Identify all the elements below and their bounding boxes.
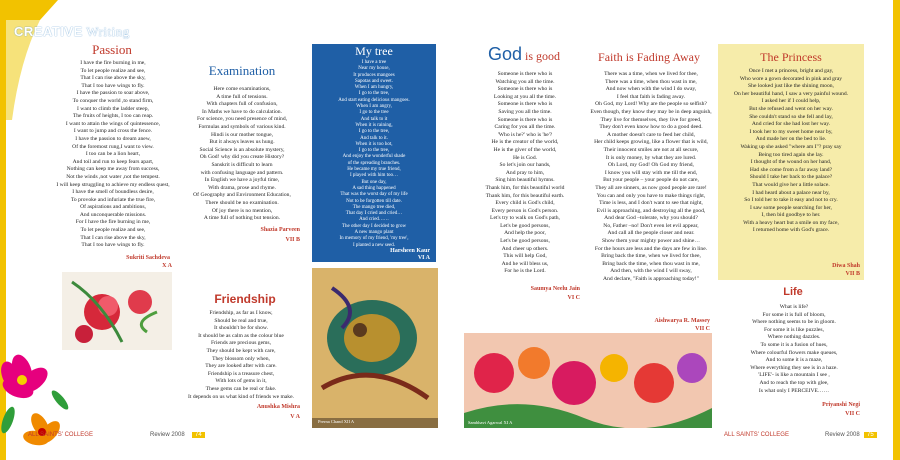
godisgood-line: Saving you all the time. <box>498 108 552 115</box>
passion-line: I have the passion to dream anew, <box>75 135 151 142</box>
princess-title: The Princess <box>760 50 822 64</box>
passion-line: And unconquerable missions. <box>79 211 147 218</box>
god-is-good-title <box>456 44 592 65</box>
faith-line: Oh Lord, my God! Oh God my friend, <box>608 162 694 169</box>
faith-line: Show them your mighty power and shine… <box>602 238 700 245</box>
godisgood-line: For he is the Lord. <box>504 268 546 275</box>
faith-line: I feel that faith is fading away. <box>616 93 686 100</box>
mytree-line: I go to the tree, <box>358 129 390 135</box>
life-line: What is life? <box>779 304 809 310</box>
princess-line: She looked just like the shining moon, <box>748 83 834 90</box>
godisgood-line: Let's try to walk on God's path, <box>490 215 560 222</box>
mytree-line: But one day, <box>361 179 387 185</box>
life-line: Is what only I PERCEIVE…… <box>758 387 830 394</box>
godisgood-line: Someone is there who is <box>497 71 553 77</box>
faith-line: They live for themselves, they live for greed, <box>600 116 702 123</box>
examination-class: VII B <box>285 237 300 243</box>
passion-line: That I can rise above the sky, <box>80 75 146 82</box>
examination-line: In English we have a joyful time, <box>204 177 280 184</box>
passion-class: X A <box>162 263 172 269</box>
godisgood-line: And help the poor, <box>504 230 546 237</box>
examination-line: Here come examinations, <box>213 86 271 92</box>
mytree-line: When I am angry, <box>356 104 392 110</box>
godisgood-line: Caring for you all the time. <box>494 124 556 131</box>
painting-peacock <box>312 268 438 428</box>
friendship-poem <box>176 310 306 401</box>
life-line: For some it is like puzzles, <box>764 326 824 333</box>
mytree-line: I played with him too… <box>349 173 399 179</box>
footer-left-school: ALL SAINTS' COLLEGE <box>28 432 93 438</box>
god-is-good-author: Saumya Neelu Jain <box>530 286 580 292</box>
friendship-title: Friendship <box>214 292 276 306</box>
passion-line: To let people realize and see, <box>80 67 146 74</box>
passion-line: I want to climb the ladder steep, <box>77 105 149 112</box>
examination-line: A time full of nothing but tension. <box>203 215 281 222</box>
godisgood-line: This will help God, <box>503 253 547 260</box>
examination-line: With drama, prose and rhyme. <box>208 184 276 191</box>
friendship-line: They should be kept with care, <box>206 347 276 354</box>
examination-line: Of Geography and Environment Education, <box>193 192 291 199</box>
princess-line: With a heavy heart but a smile on my face, <box>743 219 839 226</box>
passion-line: For I have the fire burning in me, <box>75 219 151 226</box>
godisgood-line: So let's join our hands, <box>499 162 551 169</box>
princess-line: I returned home with God's grace. <box>752 227 830 234</box>
examination-line: Formulas and symbols of various kind. <box>198 123 286 130</box>
mytree-line: That day I cried and cried… <box>345 211 403 217</box>
faith-line: And now when with the wind I do sway, <box>605 86 697 93</box>
princess-line: Had she come from a far away land? <box>749 166 833 173</box>
examination-title: Examination <box>208 63 276 78</box>
faith-line: Her child keeps growing, like a flower that is wild, <box>594 139 708 146</box>
passion-line: To let people realize and see, <box>80 227 146 234</box>
mytree-line: In memory of my friend, 'my tree', <box>339 236 409 242</box>
my-tree-poem <box>312 60 436 249</box>
friendship-line: It should be as calm as the colour blue <box>198 332 284 339</box>
friendship-line: Friendship, as far as I know, <box>209 310 273 316</box>
mytree-line: I go to the tree, <box>358 148 390 154</box>
footer-right-school: ALL SAINTS' COLLEGE <box>724 432 789 438</box>
passion-line: And toil and run to keep fears apart, <box>72 158 154 165</box>
friendship-class: V A <box>290 414 300 420</box>
faith-line: Their innocent smiles are not at all secure, <box>603 146 699 153</box>
passion-line: The fruits of heights, I too can reap. <box>72 113 154 120</box>
faith-line: Evil is approaching, and destroying all the good, <box>596 207 706 214</box>
mytree-line: A new mango plant <box>354 230 394 236</box>
passion-line: I want to attain the wings of quintessence, <box>65 120 161 127</box>
godisgood-line: Watching you all the time. <box>495 78 555 85</box>
faith-line: Oh God, my Lord! Why are the people so selfish? <box>595 101 707 108</box>
faith-line: There was a time, when thou wast in me, <box>605 78 697 85</box>
princess-line: I had heard about a palace near by, <box>752 189 830 196</box>
life-class: VII C <box>845 411 860 417</box>
faith-line: It is only money, by what they are lured. <box>605 154 697 161</box>
examination-line: But it always leaves us hung. <box>209 139 275 146</box>
mytree-line: Sapotas and sweet. <box>355 78 393 84</box>
faith-line: Bring back the time, when we lived for thee, <box>601 253 701 260</box>
godisgood-line: Thank him, for this beautiful world <box>485 184 565 191</box>
faith-author: Aishwarya R. Massey <box>654 318 710 324</box>
princess-line: So I told her to take it easy and not to cry. <box>744 197 838 204</box>
godisgood-line: And he will bless us, <box>501 260 549 267</box>
mytree-line: When it is too hot, <box>355 141 393 147</box>
faith-title: Faith is Fading Away <box>598 50 700 64</box>
passion-line: Not the winds ,not water ,not the tempest. <box>66 173 160 180</box>
footer-right-review: Review 2008 <box>825 432 860 438</box>
mytree-line: He became my true friend, <box>347 167 401 173</box>
mytree-line: The other day I decided to grow <box>341 223 407 229</box>
friendship-line: They are looked after with care. <box>205 363 277 370</box>
passion-line: To conquer the world ,to stand firm, <box>72 97 154 104</box>
mytree-line: The mango tree died, <box>352 204 396 210</box>
faith-line: No, Father –no! Don't even let evil appear, <box>603 222 699 229</box>
princess-line: Waking up she asked "where am I"? pray say <box>740 143 842 150</box>
friendship-line: They blossom only when, <box>212 355 270 362</box>
princess-poem <box>718 68 864 235</box>
godisgood-line: And pray to him, <box>505 169 545 176</box>
section-title-writing: Writing <box>82 24 130 39</box>
godisgood-line: Someone is there who is <box>497 86 553 93</box>
mytree-line: When I am hungry, <box>354 85 394 91</box>
mytree-line: And enjoy the wonderful shade <box>342 154 406 160</box>
mytree-line: I go to the tree, <box>358 91 390 97</box>
princess-line: And cried for she had lost her way. <box>751 121 831 128</box>
godisgood-line: Thank him, for this beautiful earth. <box>485 192 565 199</box>
mytree-line: Near my house, <box>358 66 390 72</box>
passion-line: I have the passion to soar above, <box>76 90 150 97</box>
princess-line: I asked her if I could help, <box>761 98 821 105</box>
life-line: To some it is a fusion of hues, <box>760 341 828 348</box>
god-title-rest: is good <box>522 49 561 63</box>
faith-poem <box>586 71 716 284</box>
examination-line: In Maths we have to do calculation. <box>202 108 282 115</box>
examination-line: With chapters full of confusion, <box>206 101 278 108</box>
faith-line: And call all the people closer and near. <box>607 230 695 237</box>
passion-line: To provoke and infuriate the true fire, <box>70 196 156 203</box>
mytree-line: of the spreading branches. <box>347 160 401 166</box>
friendship-line: These gems can be real or fake. <box>205 385 277 392</box>
god-is-good-poem <box>460 71 590 276</box>
godisgood-line: 'Who is he?' who is 'he'? <box>497 131 553 138</box>
passion-line: I too can be a lion heart, <box>85 151 141 158</box>
passion-line: Of the foremost rung,I want to view. <box>72 143 154 150</box>
painting-flower-field <box>464 333 712 428</box>
princess-line: But she refused and went on her way. <box>749 105 833 112</box>
life-line: For some it is full of bloom, <box>762 311 826 318</box>
friendship-line: It depends on us what kind of friends we make. <box>188 393 294 400</box>
examination-line: A time full of tensions. <box>216 93 268 100</box>
princess-line: I took her to my sweet home near by, <box>749 128 833 135</box>
passion-line: That I too have wings to fly. <box>81 82 145 89</box>
princess-line: Should I take her back to the palace? <box>749 174 833 181</box>
examination-line: For science, you need presence of mind, <box>196 116 288 123</box>
friendship-line: With lots of gems in it, <box>215 378 267 385</box>
godisgood-line: Every child is God's child, <box>495 200 555 207</box>
faith-line: Bring back the time, when thou wast in me, <box>602 260 700 267</box>
god-is-good-class: VI C <box>567 295 580 301</box>
mytree-line: Not to be forgotten till date. <box>346 198 402 204</box>
my-tree-class: VI A <box>417 255 430 261</box>
passion-line: That I can rise above the sky, <box>80 234 146 241</box>
godisgood-line: He is God. <box>512 154 538 161</box>
godisgood-line: And cheer up others. <box>501 245 549 252</box>
mytree-line: I go to the tree <box>359 110 389 116</box>
princess-line: I thought of the wound on her hand, <box>750 159 832 166</box>
examination-line: Of joy there is no mention, <box>211 207 273 214</box>
faith-line: I know you will stay with me till the end, <box>604 169 698 176</box>
godisgood-line: Someone is there who is <box>497 116 553 123</box>
faith-line: But your people – your people do not care, <box>603 177 699 184</box>
my-tree-title: My tree <box>355 44 393 58</box>
painting-red-flowers <box>62 272 172 350</box>
faith-line: And dear God –tolerate, why you should? <box>604 215 698 222</box>
passion-title: Passion <box>92 42 132 57</box>
godisgood-line: Let's be good persons, <box>500 222 550 229</box>
footer-left-page: 74 <box>192 432 205 438</box>
princess-line: Who wore a gown decorated in pink and gray <box>739 75 843 82</box>
painting-3-caption: Sambhavi Agarwal XI A <box>468 420 513 425</box>
faith-line: Even though, they know they may be in deep anguish, <box>590 108 712 115</box>
section-title-creative: CREATIVE <box>14 24 83 39</box>
flower-decoration <box>0 330 70 460</box>
examination-line: There should be no examination. <box>205 199 279 206</box>
faith-line: And declare, "Faith is approaching today!" <box>603 276 699 283</box>
life-line: Where everything they see is in a haze. <box>750 364 838 371</box>
mytree-line: And talk to it. <box>360 135 388 141</box>
passion-author: Sukriti Sachdeva <box>126 255 170 261</box>
godisgood-line: Sing him beautiful hymns. <box>495 177 555 184</box>
godisgood-line: He is the creator of the world, <box>491 139 559 146</box>
faith-line: A mother doesn't care to feed her child, <box>607 131 695 138</box>
princess-line: On her beautiful hand, I saw a very painful wound. <box>733 90 849 97</box>
faith-line: You can and only you have to make things right, <box>596 192 706 199</box>
life-poem <box>728 304 860 395</box>
mytree-line: And cried…… <box>359 217 389 223</box>
footer-left-review: Review 2008 <box>150 432 185 438</box>
life-line: Where nothing seems to be in gloom. <box>752 319 836 326</box>
passion-line: I want to jump and cross the fence. <box>73 128 153 135</box>
mytree-line: And start eating delicious mangoes. <box>338 97 410 103</box>
life-line: And to some it is a maze, <box>765 357 823 364</box>
examination-line: Oh God! why did you create History? <box>199 154 285 161</box>
faith-line: Time is less, and I don't want to see that night, <box>599 200 703 207</box>
examination-line: Sanskrit is difficult to learn <box>211 161 273 168</box>
passion-line: Nothing can keep me away from success, <box>66 166 160 173</box>
princess-author: Diwa Shah <box>832 263 860 269</box>
my-tree-author: Harsheen Kaur <box>390 248 430 254</box>
life-line: Where colourful flowers make queues, <box>750 349 838 356</box>
princess-line: She couldn't stand so she fell and lay, <box>749 113 833 120</box>
mytree-line: I planted a new seed. <box>352 242 396 248</box>
passion-line: I have the fire burning in me, <box>80 60 146 66</box>
faith-line: For the hours are less and the days are few in line. <box>594 245 708 252</box>
life-line: Where nothing dazzles. <box>767 334 821 341</box>
friendship-line: It shouldn't be for show. <box>214 325 268 332</box>
examination-poem <box>180 86 304 223</box>
godisgood-line: He is the giver of the world, <box>493 146 557 153</box>
mytree-line: It produces mangoes <box>353 72 395 78</box>
life-title: Life <box>783 286 803 298</box>
examination-line: Hindi is our mother tongue, <box>211 131 273 138</box>
mytree-line: When it is raining, <box>355 122 393 128</box>
life-author: Priyanshi Negi <box>822 402 860 408</box>
examination-author: Shazia Parveen <box>260 227 300 233</box>
examination-line: with confusing language and pattern. <box>200 169 284 176</box>
godisgood-line: Every person is God's person. <box>491 207 559 214</box>
passion-line: Of aspirations and ambitions, <box>80 204 146 211</box>
faith-class: VII C <box>695 326 710 332</box>
faith-line: And then, with the wind I will sway, <box>610 268 692 275</box>
godisgood-line: Let's be good persons, <box>500 238 550 245</box>
princess-line: I saw some people searching for her, <box>750 204 832 211</box>
mytree-line: I have a tree <box>361 60 387 65</box>
princess-line: And made her on the bed to lie. <box>755 136 827 143</box>
princess-line: I, then bid goodbye to her. <box>761 212 821 219</box>
friendship-line: Friendship is a treasure chest, <box>207 370 275 377</box>
passion-poem <box>48 60 178 250</box>
princess-line: Being too tired again she lay. <box>758 151 824 158</box>
examination-line: Social Science is an absolute mystery, <box>199 146 285 153</box>
life-line: And to reach the top with glee, <box>759 379 829 386</box>
friendship-line: Friends are precious gems, <box>211 340 271 347</box>
section-title <box>14 24 130 40</box>
passion-line: I have the smell of boundless desire, <box>72 189 154 196</box>
godisgood-line: Someone is there who is <box>497 101 553 108</box>
faith-line: They don't even know how to do a good deed. <box>599 124 703 131</box>
friendship-line: Should be real and true, <box>214 317 268 324</box>
friendship-author: Anushka Mishra <box>256 404 300 410</box>
mytree-line: A sad thing happened <box>352 185 396 191</box>
passion-line: I will keep struggling to achieve my endless quest, <box>56 181 170 188</box>
godisgood-line: Looking at you all the time. <box>493 93 557 100</box>
faith-line: There was a time, when we lived for thee, <box>604 71 698 77</box>
right-page-edge-strip <box>893 0 900 460</box>
god-title-main: God <box>487 44 522 64</box>
princess-line: That would give her a little solace. <box>752 181 830 188</box>
mytree-line: And talk to it <box>360 116 388 122</box>
passion-line: That I too have wings to fly. <box>81 242 145 249</box>
faith-line: They all are sinners, as now good people are rare! <box>595 184 707 191</box>
mytree-line: That was the worst day of my life <box>340 192 408 198</box>
footer-right-page: 75 <box>864 432 877 438</box>
life-line: 'LIFE'- is like a mountain I see , <box>758 372 830 379</box>
princess-class: VII B <box>845 271 860 277</box>
princess-line: Once I met a princess, bright and gay, <box>748 68 834 74</box>
painting-2-caption: Prerna Chand XII A <box>318 419 355 424</box>
